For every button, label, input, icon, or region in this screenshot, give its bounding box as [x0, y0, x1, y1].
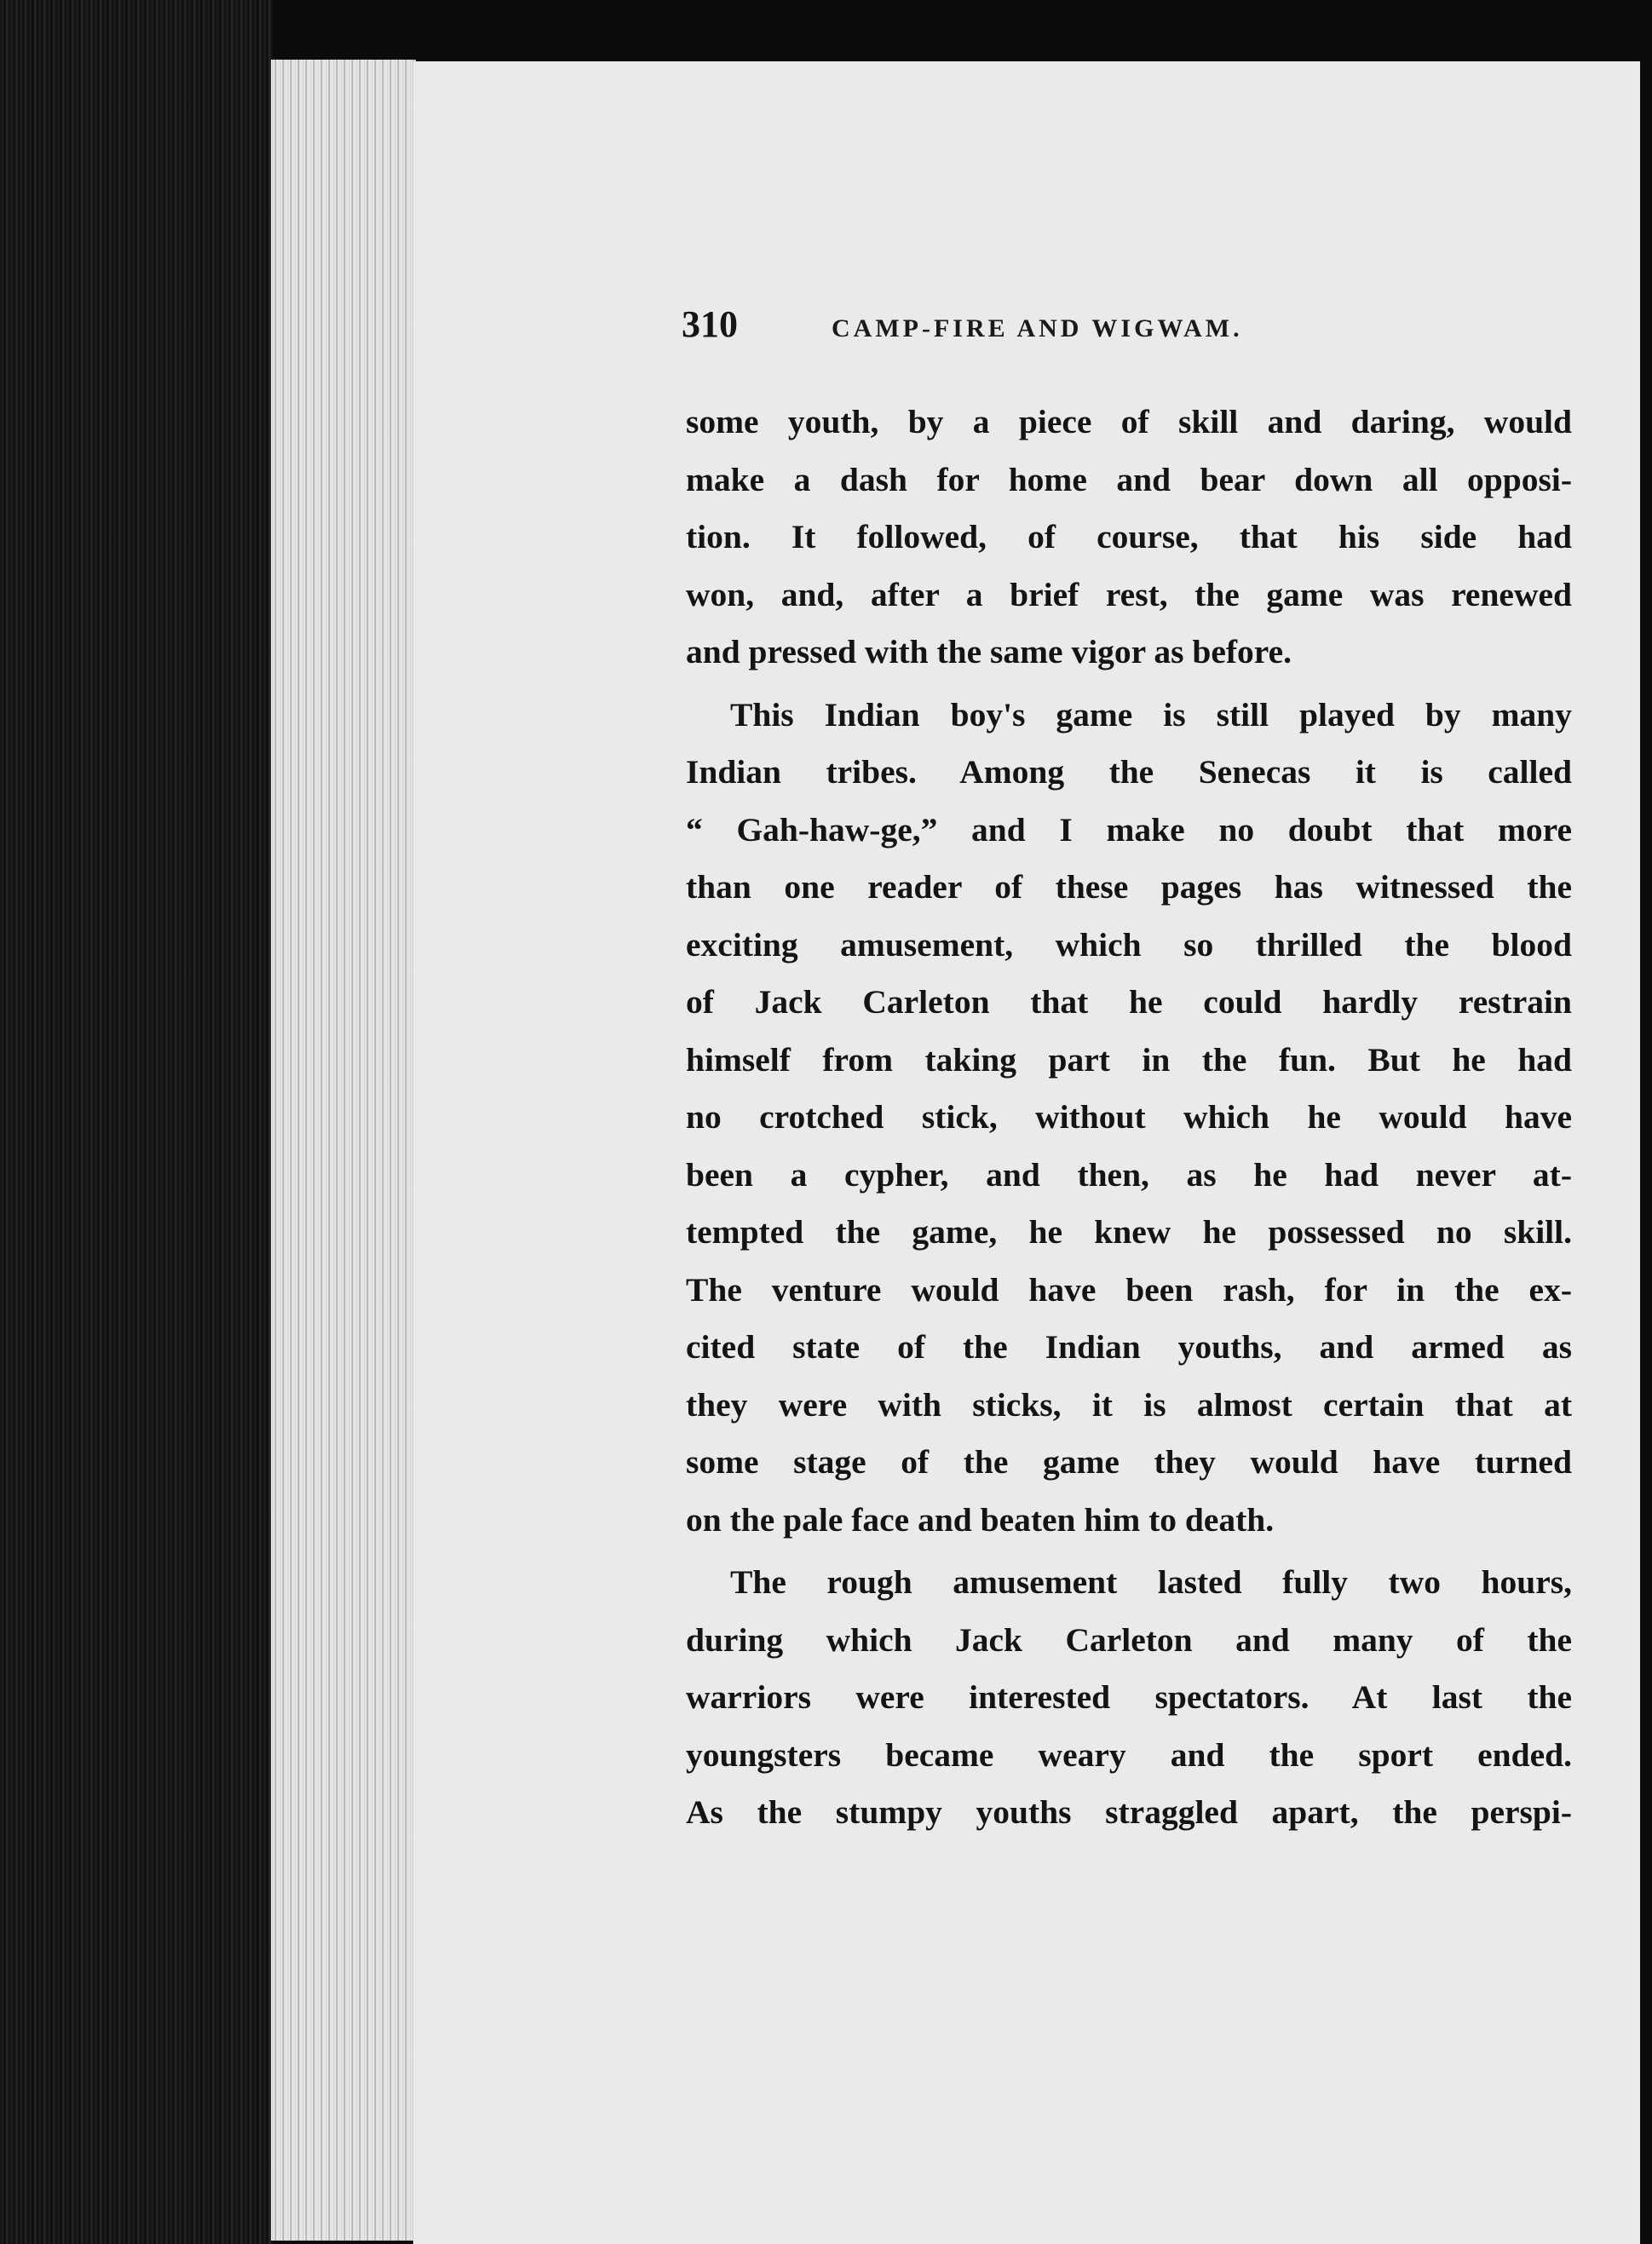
text-line: won, and, after a brief rest, the game was renewed — [686, 575, 1572, 613]
text-line: of Jack Carleton that he could hardly restrain — [686, 983, 1572, 1021]
page-header — [682, 302, 1363, 354]
paragraph — [686, 687, 1572, 1550]
paragraph — [686, 1554, 1572, 1842]
text-line: some stage of the game they would have turned — [686, 1443, 1572, 1481]
text-line: The venture would have been rash, for in the ex- — [686, 1270, 1572, 1309]
paragraph — [686, 394, 1572, 682]
text-line: “ Gah-haw-ge,” and I make no doubt that more — [686, 810, 1572, 849]
page-body — [686, 394, 1572, 1842]
text-line: tempted the game, he knew he possessed no skill. — [686, 1213, 1572, 1251]
text-line: they were with sticks, it is almost certain that at — [686, 1385, 1572, 1424]
running-title: CAMP-FIRE AND WIGWAM. — [832, 314, 1243, 342]
text-line: been a cypher, and then, as he had never at- — [686, 1155, 1572, 1194]
page-number: 310 — [682, 303, 738, 345]
text-line: on the pale face and beaten him to death. — [686, 1500, 1275, 1539]
text-line: warriors were interested spectators. At last the — [686, 1678, 1572, 1716]
text-line: make a dash for home and bear down all opposi- — [686, 460, 1572, 498]
text-line: youngsters became weary and the sport ended. — [686, 1735, 1572, 1774]
text-line: no crotched stick, without which he would have — [686, 1098, 1572, 1136]
text-line: This Indian boy's game is still played by many — [730, 695, 1572, 734]
text-line: The rough amusement lasted fully two hours, — [730, 1563, 1572, 1601]
text-line: cited state of the Indian youths, and armed as — [686, 1328, 1572, 1366]
text-line: tion. It followed, of course, that his side had — [686, 518, 1572, 555]
text-line: As the stumpy youths straggled apart, the perspi- — [686, 1793, 1572, 1831]
text-line: some youth, by a piece of skill and daring, would — [686, 403, 1572, 440]
text-line: than one reader of these pages has witnessed the — [686, 868, 1572, 906]
scan-background — [0, 0, 273, 2244]
text-line: and pressed with the same vigor as before. — [686, 633, 1292, 670]
text-line: during which Jack Carleton and many of the — [686, 1620, 1572, 1659]
book-page-edges — [271, 60, 416, 2241]
text-line: exciting amusement, which so thrilled the blood — [686, 925, 1572, 964]
text-line: Indian tribes. Among the Senecas it is called — [686, 753, 1572, 791]
text-line: himself from taking part in the fun. But he had — [686, 1040, 1572, 1079]
